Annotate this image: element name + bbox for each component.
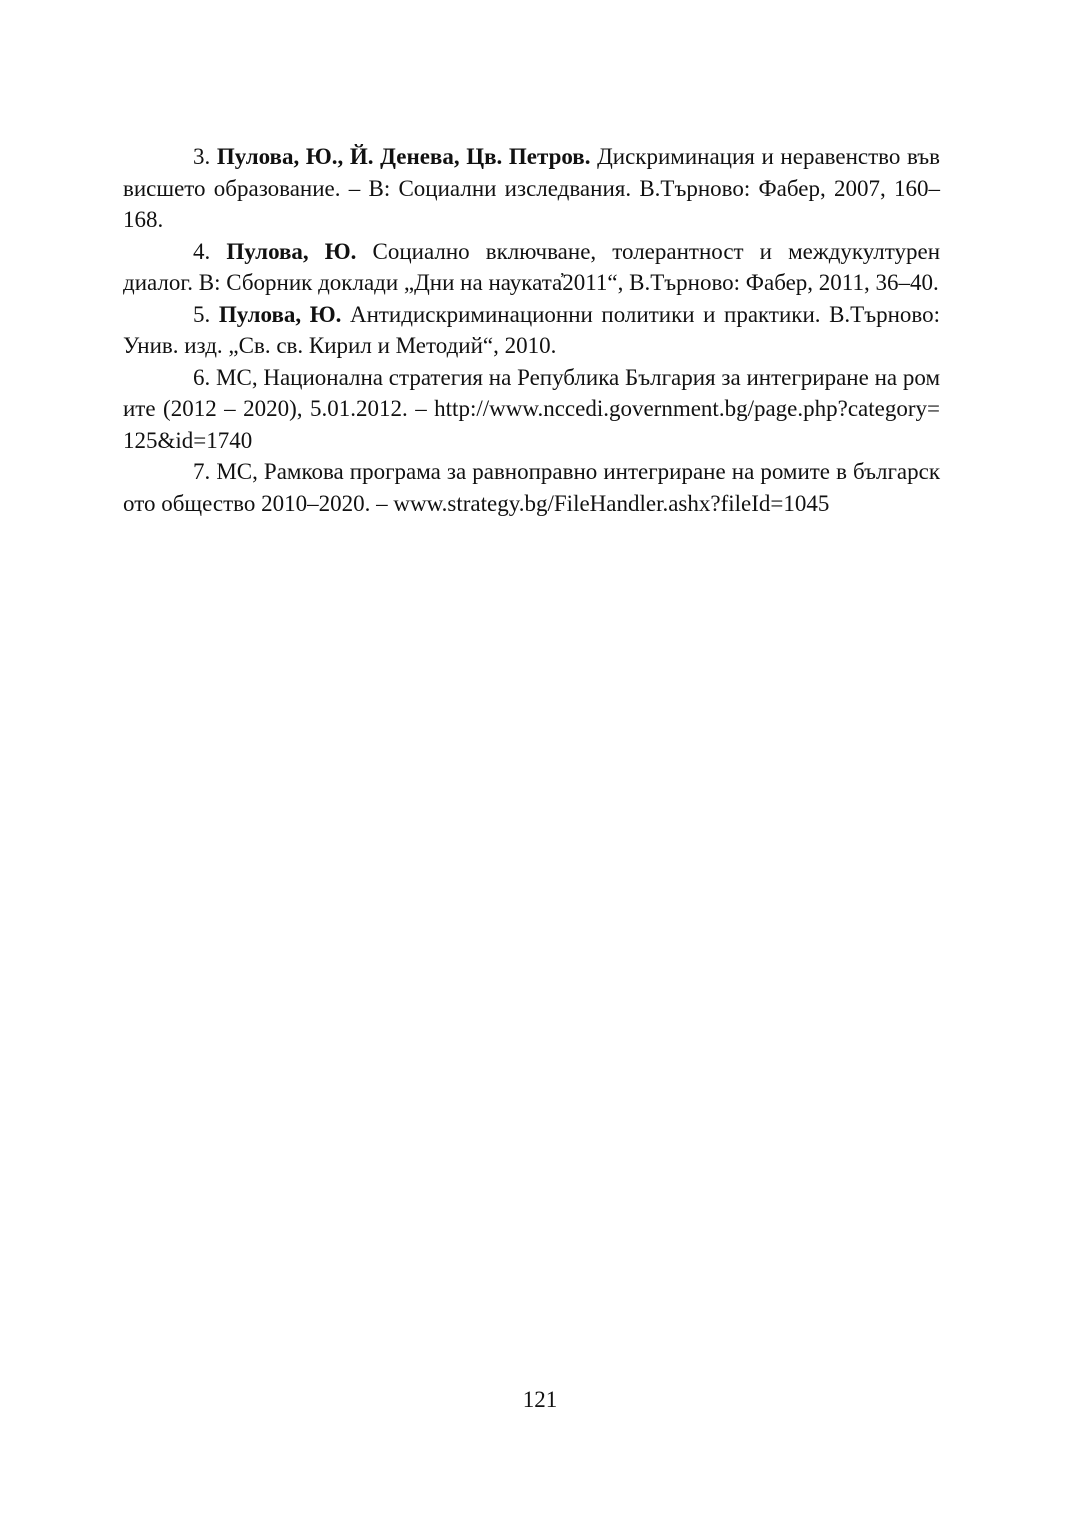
reference-item-4 (123, 236, 940, 299)
reference-number: 4. (193, 238, 211, 264)
reference-item-3 (123, 141, 940, 236)
reference-text: МС, Рамкова програма за равноправно интегриране на ромите в българското общество 2010–2020. – www.strategy.bg/FileHandler.ashx?fileId=1045 (123, 459, 941, 516)
reference-number: 7. (193, 459, 211, 484)
reference-number: 6. (193, 364, 211, 390)
reference-authors: Пулова, Ю. (218, 301, 342, 327)
reference-number: 5. (193, 301, 211, 327)
reference-number: 3. (193, 144, 211, 169)
reference-item-6 (123, 362, 940, 457)
reference-text: Дискриминация и неравенство във висшето образование. – В: Социални изследвания. В.Търново: Фабер, 2007, 160–168. (123, 144, 941, 232)
reference-text: МС, Национална стратегия на Република България за интегриране на ромите (2012 – 2020), 5.01.2012. – http://www.nccedi.government.bg/page.php?category=125&id=1740 (123, 364, 940, 453)
reference-authors: Пулова, Ю., Й. Денева, Цв. Петров. (216, 144, 591, 169)
reference-list (123, 141, 940, 519)
reference-authors: Пулова, Ю. (226, 238, 357, 264)
page-number: 121 (522, 1387, 558, 1412)
reference-text: Социално включване, толерантност и междукултурен диалог. В: Сборник доклади „Дни на науката̓2011“, В.Търново: Фабер, 2011, 36–40. (123, 238, 941, 295)
reference-item-7 (123, 456, 940, 519)
reference-text: Антидискриминационни политики и практики. В.Търново: Унив. изд. „Св. св. Кирил и Методий“, 2010. (123, 301, 941, 358)
reference-item-5 (123, 299, 940, 362)
